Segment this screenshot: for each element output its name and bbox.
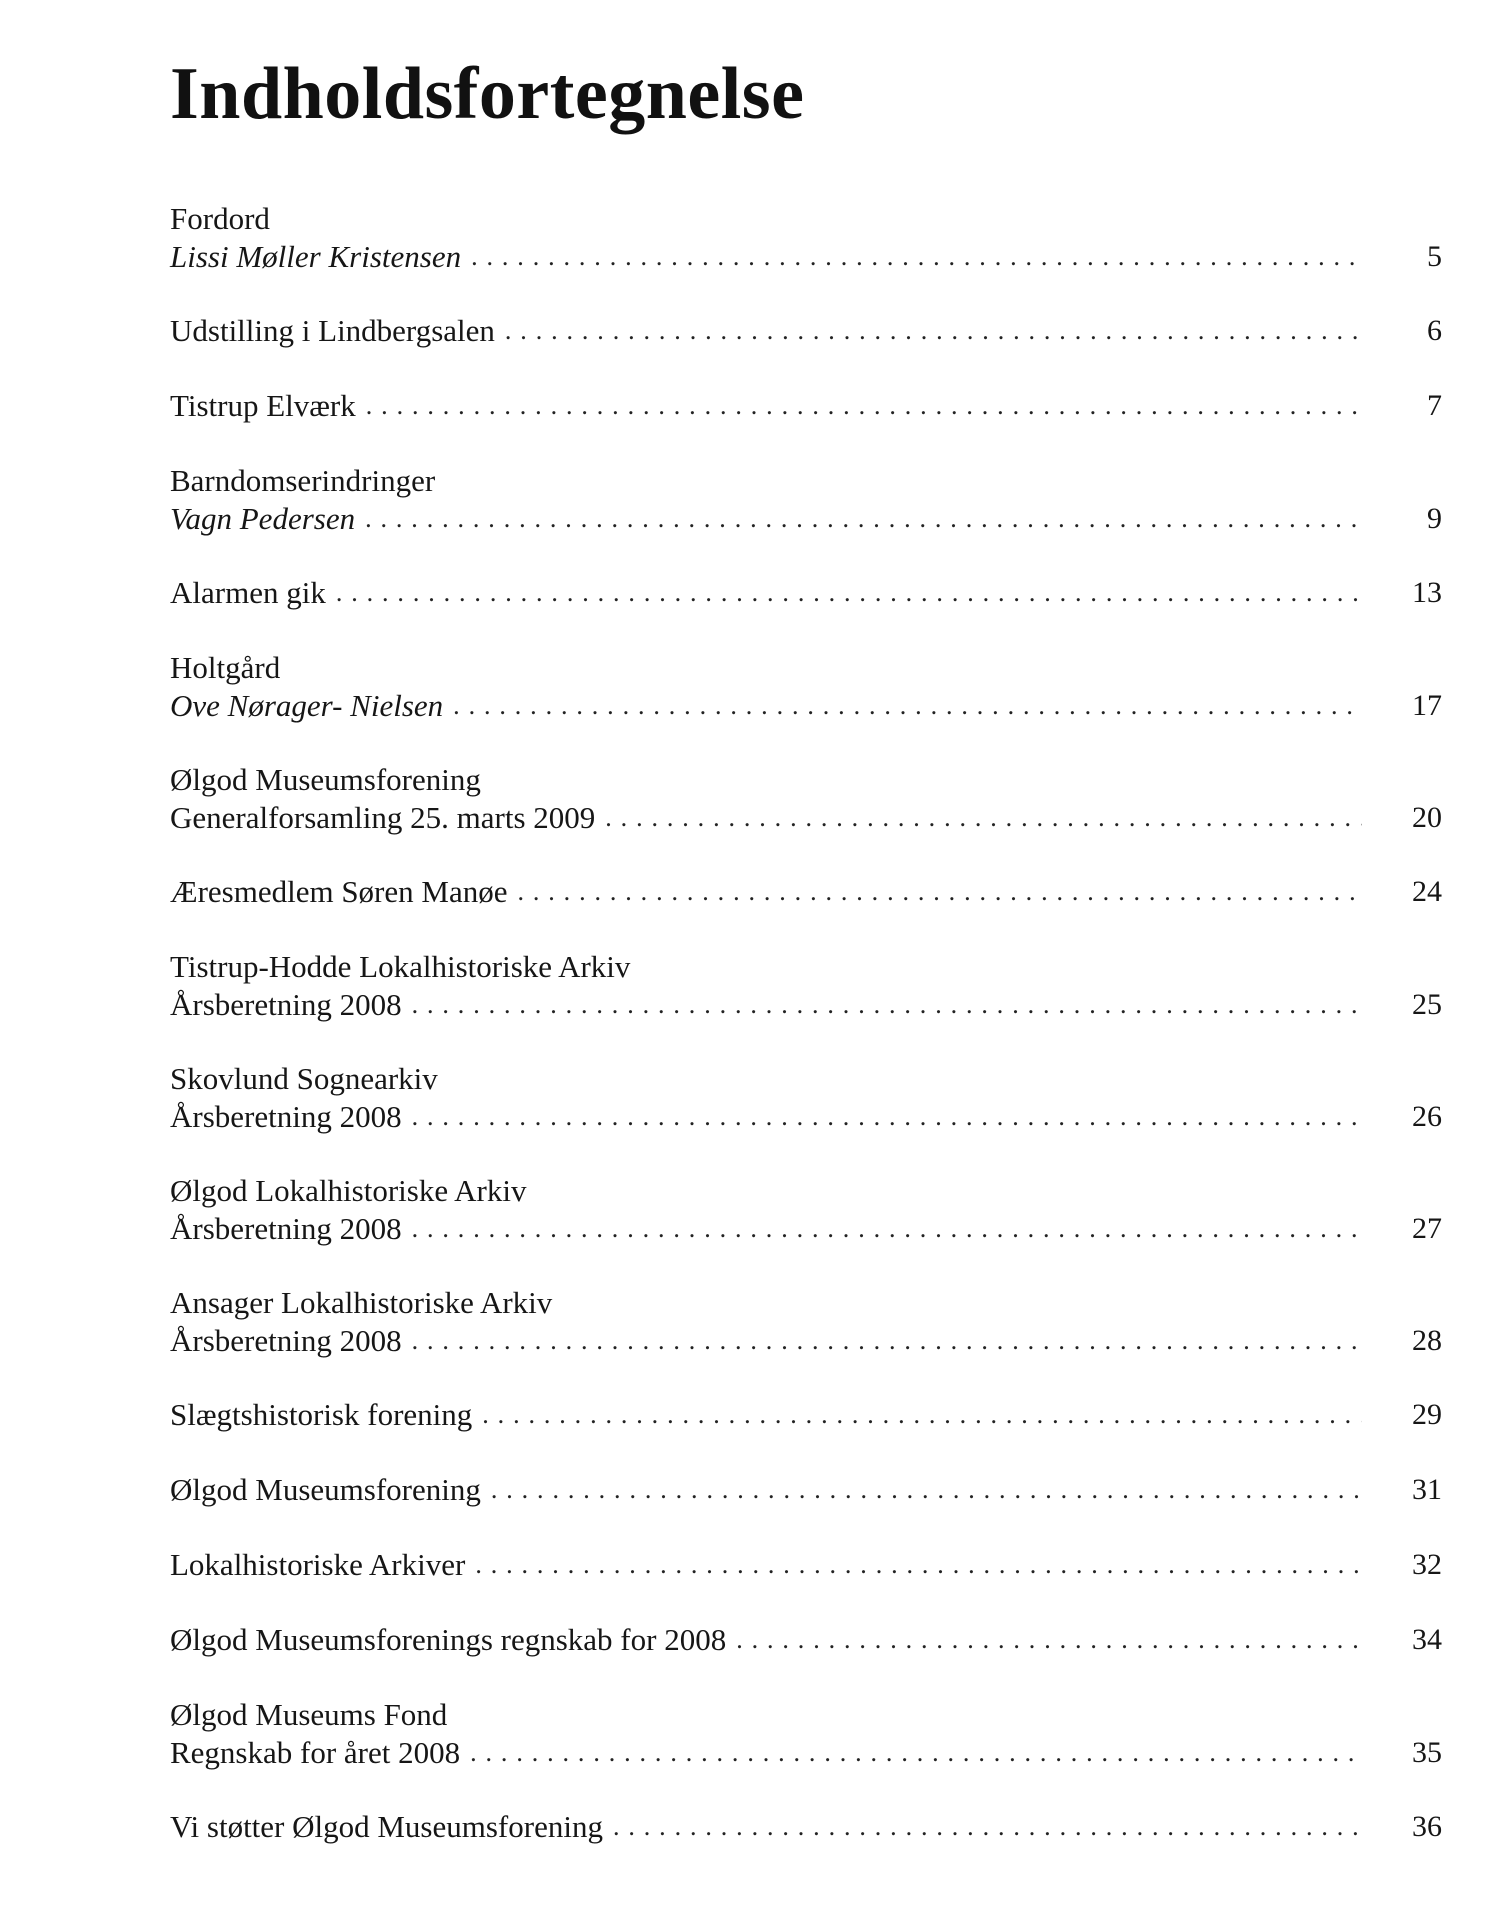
toc-entry-line — [170, 462, 1442, 500]
toc-entry — [170, 312, 1442, 350]
toc-entry-line — [170, 1322, 1442, 1360]
toc-entry-title: Æresmedlem Søren Manøe — [170, 874, 508, 909]
toc-page-number: 29 — [1412, 1398, 1442, 1431]
toc-entry-author: Vagn Pedersen — [170, 501, 356, 536]
toc-page-number: 17 — [1412, 689, 1442, 722]
dot-leader — [336, 574, 1362, 612]
toc-entry-line — [170, 1284, 1442, 1322]
toc-entry — [170, 574, 1442, 612]
dot-leader — [453, 687, 1362, 725]
toc-entry — [170, 1172, 1442, 1248]
toc-entry-title: Holtgård — [170, 650, 281, 685]
toc-entry — [170, 873, 1442, 911]
toc-entry-title: Årsberetning 2008 — [170, 987, 402, 1022]
toc-entry-title: Ansager Lokalhistoriske Arkiv — [170, 1285, 553, 1320]
toc-page-number: 9 — [1427, 502, 1442, 535]
toc-entry-title: Tistrup-Hodde Lokalhistoriske Arkiv — [170, 949, 631, 984]
toc-entry-title: Årsberetning 2008 — [170, 1211, 402, 1246]
page-title: Indholdsfortegnelse — [170, 53, 805, 135]
toc-page-number: 13 — [1412, 576, 1442, 609]
toc-page-number: 26 — [1412, 1100, 1442, 1133]
dot-leader — [505, 312, 1362, 350]
toc-page-number: 7 — [1427, 389, 1442, 422]
toc-entry-title: Årsberetning 2008 — [170, 1099, 402, 1134]
toc-entry-line — [170, 649, 1442, 687]
toc-page-number: 28 — [1412, 1324, 1442, 1357]
dot-leader — [412, 1210, 1362, 1248]
dot-leader — [613, 1808, 1362, 1846]
toc-entry — [170, 1696, 1442, 1772]
toc-entry-title: Ølgod Museums Fond — [170, 1697, 448, 1732]
toc-entry-line — [170, 1471, 1442, 1509]
toc-entry-author: Ove Nørager- Nielsen — [170, 688, 444, 723]
toc-entry-title: Årsberetning 2008 — [170, 1323, 402, 1358]
toc-entry-line — [170, 387, 1442, 425]
dot-leader — [471, 238, 1362, 276]
toc-page-number: 32 — [1412, 1548, 1442, 1581]
toc-entry — [170, 1546, 1442, 1584]
toc-page-number: 35 — [1412, 1736, 1442, 1769]
dot-leader — [482, 1396, 1362, 1434]
toc-entry-line — [170, 1172, 1442, 1210]
toc-entry-line — [170, 312, 1442, 350]
toc-page-number: 34 — [1412, 1623, 1442, 1656]
dot-leader — [517, 873, 1362, 911]
toc-entry — [170, 761, 1442, 837]
dot-leader — [736, 1621, 1362, 1659]
dot-leader — [475, 1546, 1362, 1584]
toc-entry-line — [170, 799, 1442, 837]
dot-leader — [366, 387, 1362, 425]
toc-entry-line — [170, 986, 1442, 1024]
toc-page-number: 20 — [1412, 801, 1442, 834]
toc-page-number: 24 — [1412, 875, 1442, 908]
toc-entry-line — [170, 873, 1442, 911]
dot-leader — [412, 986, 1362, 1024]
toc-entry-title: Ølgod Museumsforenings regnskab for 2008 — [170, 1622, 727, 1657]
toc-entry — [170, 462, 1442, 538]
toc-entry — [170, 387, 1442, 425]
toc-entry-line — [170, 1396, 1442, 1434]
toc-entry-title: Tistrup Elværk — [170, 388, 356, 423]
toc-entry-title: Slægtshistorisk forening — [170, 1397, 473, 1432]
toc-entry-line — [170, 1734, 1442, 1772]
toc-entry-line — [170, 238, 1442, 276]
toc-entry-title: Ølgod Museumsforening — [170, 1472, 481, 1507]
toc-entry-line — [170, 1808, 1442, 1846]
toc-page-number: 5 — [1427, 240, 1442, 273]
toc-entry-title: Udstilling i Lindbergsalen — [170, 313, 495, 348]
toc-entry — [170, 649, 1442, 725]
toc-entry-title: Fordord — [170, 201, 270, 236]
toc-entry-line — [170, 1621, 1442, 1659]
toc-entry-line — [170, 1060, 1442, 1098]
toc-entry-title: Ølgod Lokalhistoriske Arkiv — [170, 1173, 527, 1208]
toc-entry-line — [170, 687, 1442, 725]
dot-leader — [491, 1471, 1362, 1509]
toc-entry-line — [170, 761, 1442, 799]
toc-page-number: 31 — [1412, 1473, 1442, 1506]
dot-leader — [365, 500, 1362, 538]
toc-entry — [170, 1621, 1442, 1659]
dot-leader — [412, 1322, 1362, 1360]
toc-entry — [170, 948, 1442, 1024]
toc-entry-title: Barndomserindringer — [170, 463, 436, 498]
dot-leader — [470, 1734, 1362, 1772]
toc-page-number: 27 — [1412, 1212, 1442, 1245]
toc-entry-line — [170, 1098, 1442, 1136]
toc-entry-line — [170, 500, 1442, 538]
toc-page-number: 36 — [1412, 1810, 1442, 1843]
dot-leader — [605, 799, 1362, 837]
toc-entry-title: Regnskab for året 2008 — [170, 1735, 461, 1770]
toc-entry-line — [170, 200, 1442, 238]
toc-entry — [170, 1471, 1442, 1509]
dot-leader — [412, 1098, 1362, 1136]
toc-page-number: 6 — [1427, 314, 1442, 347]
toc-entry — [170, 200, 1442, 276]
toc-entry-title: Ølgod Museumsforening — [170, 762, 481, 797]
toc-entry — [170, 1396, 1442, 1434]
toc-entry — [170, 1284, 1442, 1360]
toc-page-number: 25 — [1412, 988, 1442, 1021]
toc-entry-author: Lissi Møller Kristensen — [170, 239, 462, 274]
toc-entry-title: Generalforsamling 25. marts 2009 — [170, 800, 596, 835]
toc-entry-title: Alarmen gik — [170, 575, 326, 610]
toc-entry-line — [170, 574, 1442, 612]
toc-entry-title: Lokalhistoriske Arkiver — [170, 1547, 466, 1582]
toc-entry-line — [170, 1696, 1442, 1734]
toc-entry-title: Vi støtter Ølgod Museumsforening — [170, 1809, 603, 1844]
toc-entry-line — [170, 1210, 1442, 1248]
toc-entry — [170, 1808, 1442, 1846]
toc-entry-title: Skovlund Sognearkiv — [170, 1061, 438, 1096]
toc-entry-line — [170, 948, 1442, 986]
toc-entry — [170, 1060, 1442, 1136]
toc-entry-line — [170, 1546, 1442, 1584]
